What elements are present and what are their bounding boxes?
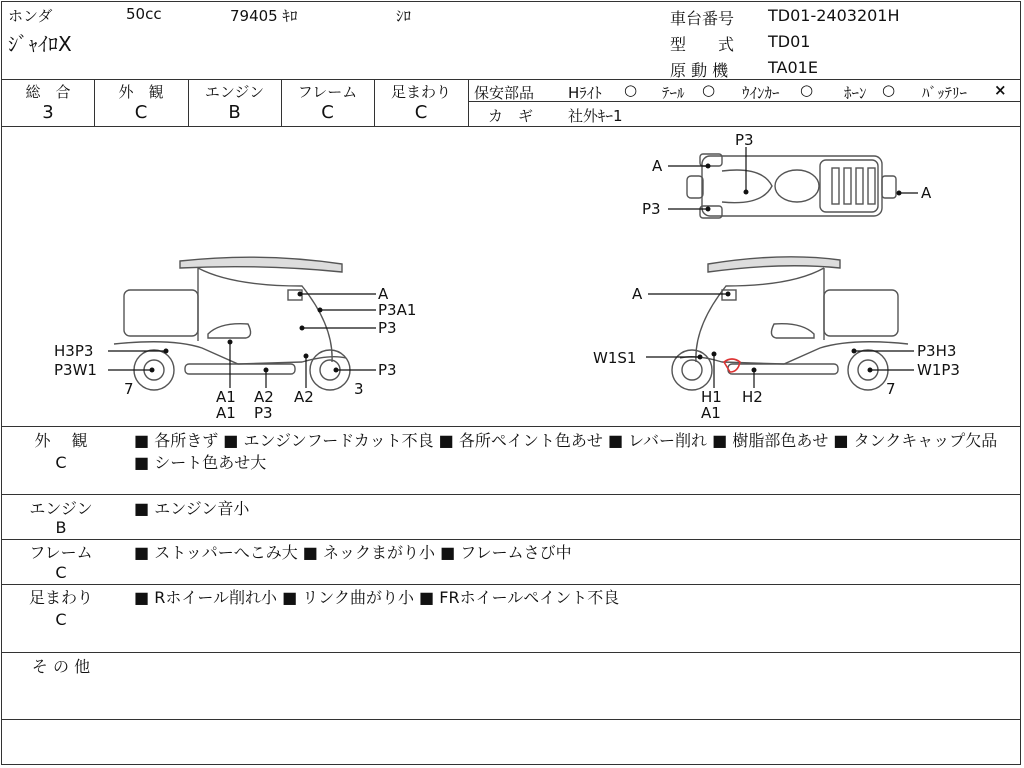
maker: ホンダ <box>8 7 53 25</box>
grade-exterior-label: 外 観 <box>118 83 164 101</box>
safety-horn-mark: ○ <box>882 81 896 99</box>
left-a1-top-label: A1 <box>216 388 236 406</box>
safety-winker: ｳｲﾝｶｰ <box>742 84 780 102</box>
key-value: 社外ｷｰ1 <box>568 107 623 125</box>
remark-exterior-label: 外 観 <box>34 431 88 450</box>
grade-engine-label: エンジン <box>204 83 265 101</box>
top-a-left-label: A <box>652 157 663 175</box>
remark-exterior-text: ■ 各所きず ■ エンジンフードカット不良 ■ 各所ペイント色あせ ■ レバー削れ ■ 樹脂部色あせ ■ タンクキャップ欠品 ■ シート色あせ大 <box>134 431 998 472</box>
right-a1-label: A1 <box>701 404 721 422</box>
right-h2-label: H2 <box>742 388 763 406</box>
remark-engine-text: ■ エンジン音小 <box>134 499 250 518</box>
type-value: TD01 <box>768 32 811 51</box>
safety-tail-mark: ○ <box>702 81 716 99</box>
grade-frame-label: フレーム <box>297 83 358 101</box>
grade-exterior-value: C <box>134 102 148 123</box>
key-label: カ ギ <box>488 107 534 125</box>
right-w1s1-label: W1S1 <box>593 349 637 367</box>
safety-label: 保安部品 <box>474 84 535 102</box>
remark-exterior-grade: C <box>55 453 67 472</box>
right-w1p3-label: W1P3 <box>917 361 960 379</box>
safety-headlight: Hﾗｲﾄ <box>568 84 602 102</box>
left-a2-mid-label: A2 <box>254 388 274 406</box>
displacement: 50cc <box>126 5 162 23</box>
color: ｼﾛ <box>396 7 412 25</box>
type-label: 型 式 <box>670 35 735 54</box>
engine-label: 原 動 機 <box>670 61 729 80</box>
left-a2-right-label: A2 <box>294 388 314 406</box>
left-p3-rear-label: P3 <box>378 361 397 379</box>
safety-battery-mark: × <box>994 81 1007 99</box>
safety-winker-mark: ○ <box>800 81 814 99</box>
top-p3-left-label: P3 <box>642 200 661 218</box>
left-a1-bottom-label: A1 <box>216 404 236 422</box>
grade-engine-value: B <box>228 102 241 123</box>
remark-suspension-label: 足まわり <box>28 588 93 607</box>
safety-headlight-mark: ○ <box>624 81 638 99</box>
mileage: 79405 ｷﾛ <box>230 7 298 25</box>
top-view-scooter <box>687 154 896 218</box>
left-p3-mid-label: P3 <box>378 319 397 337</box>
remark-frame-text: ■ ストッパーへこみ大 ■ ネックまがり小 ■ フレームさび中 <box>134 543 572 562</box>
remark-suspension-grade: C <box>55 610 67 629</box>
left-h3p3-label: H3P3 <box>54 342 94 360</box>
left-three-label: 3 <box>354 380 364 398</box>
inspection-sheet <box>1 1 1021 765</box>
safety-tail: ﾃｰﾙ <box>662 84 685 102</box>
remark-frame-grade: C <box>55 563 67 582</box>
safety-battery: ﾊﾞｯﾃﾘｰ <box>922 84 968 102</box>
top-a-right-label: A <box>921 184 932 202</box>
right-p3h3-label: P3H3 <box>917 342 957 360</box>
remark-frame-label: フレーム <box>29 543 93 562</box>
frame-no-label: 車台番号 <box>670 9 735 28</box>
grade-suspension-value: C <box>414 102 428 123</box>
right-a-label: A <box>632 285 643 303</box>
right-seven-label: 7 <box>886 380 896 398</box>
top-p3-label: P3 <box>735 131 754 149</box>
remark-suspension-text: ■ Rホイール削れ小 ■ リンク曲がり小 ■ FRホイールペイント不良 <box>134 588 620 607</box>
left-p3a1-label: P3A1 <box>378 301 417 319</box>
grade-suspension-label: 足まわり <box>390 83 451 101</box>
engine-value: TA01E <box>768 58 818 77</box>
model-name: ｼﾞｬｲﾛX <box>8 32 72 56</box>
grade-overall-label: 総 合 <box>25 83 71 101</box>
right-h1-label: H1 <box>701 388 722 406</box>
frame-no: TD01-2403201H <box>768 6 900 25</box>
remark-engine-label: エンジン <box>29 499 93 518</box>
safety-horn: ﾎｰﾝ <box>844 84 867 102</box>
left-seven-label: 7 <box>124 380 134 398</box>
remark-other-label: そ の 他 <box>31 657 91 676</box>
left-a-label: A <box>378 285 389 303</box>
left-p3-bottom-label: P3 <box>254 404 273 422</box>
damage-diagram <box>2 126 1020 426</box>
left-p3w1-label: P3W1 <box>54 361 97 379</box>
grade-frame-value: C <box>321 102 334 123</box>
remark-engine-grade: B <box>55 518 67 537</box>
grade-overall-value: 3 <box>42 102 54 123</box>
